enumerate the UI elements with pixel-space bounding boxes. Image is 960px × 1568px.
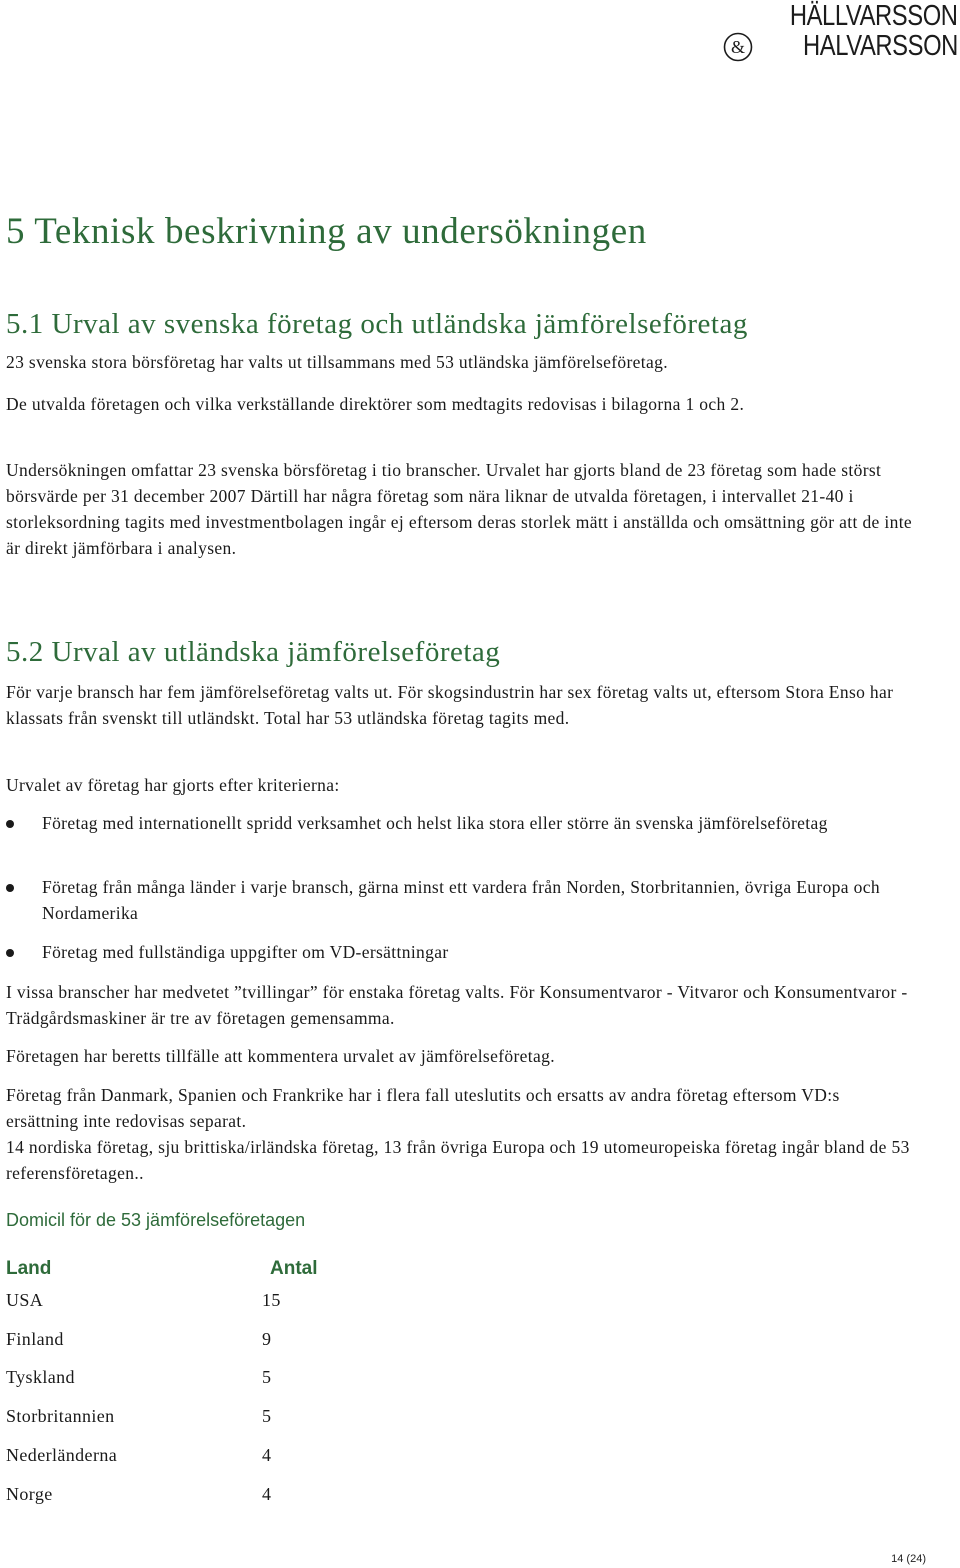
list-item-text: Företag med fullständiga uppgifter om VD-ersättningar [42,942,449,962]
bullet-icon [6,820,14,828]
table-cell-antal: 4 [262,1445,272,1465]
paragraph: För varje bransch har fem jämförelseföretag valts ut. För skogsindustrin har sex företag valts ut, eftersom Stora Enso har klassats från svenskt till utländskt. Total har 53 utländska företag tagits med. [6,682,894,728]
logo-line-2: HALVARSSON [803,30,958,62]
table-row [6,1290,406,1318]
table-header-antal: Antal [270,1258,318,1279]
page-number: 14 (24) [891,1553,926,1565]
table-cell-antal: 4 [262,1484,272,1504]
paragraph: Företagen har beretts tillfälle att kommentera urvalet av jämförelseföretag. [6,1046,555,1066]
table-header-land: Land [6,1258,52,1279]
section-5-1-heading: 5.1 Urval av svenska företag och utländska jämförelseföretag [6,308,748,340]
list-item-text: Företag från många länder i varje bransch, gärna minst ett vardera från Norden, Storbritannien, övriga Europa och Nordamerika [42,877,880,923]
table-cell-land: Tyskland [6,1367,75,1387]
paragraph: De utvalda företagen och vilka verkställande direktörer som medtagits redovisas i bilagorna 1 och 2. [6,394,745,414]
paragraph: Företag från Danmark, Spanien och Frankrike har i flera fall uteslutits och ersatts av andra företag eftersom VD:s ersättning inte redovisas separat. [6,1085,840,1131]
page-title: 5 Teknisk beskrivning av undersökningen [6,211,647,252]
table-row [6,1445,406,1473]
section-5-2-heading: 5.2 Urval av utländska jämförelseföretag [6,636,501,668]
bullet-icon [6,884,14,892]
table-cell-land: Finland [6,1329,64,1349]
paragraph: 14 nordiska företag, sju brittiska/irländska företag, 13 från övriga Europa och 19 utomeuropeiska företag ingår bland de 53 referensföretagen.. [6,1137,910,1183]
bullet-icon [6,949,14,957]
paragraph: I vissa branscher har medvetet ”tvillingar” för enstaka företag valts. För Konsumentvaror - Vitvaror och Konsumentvaror - Trädgårdsmaskiner är tre av företagen gemensamma. [6,982,908,1028]
paragraph: 23 svenska stora börsföretag har valts ut tillsammans med 53 utländska jämförelseföretag. [6,352,668,372]
table-cell-land: Storbritannien [6,1406,115,1426]
table-cell-antal: 5 [262,1406,272,1426]
ampersand-monogram-icon [723,32,753,62]
list-item-text: Företag med internationellt spridd verksamhet och helst lika stora eller större än svenska jämförelseföretag [42,813,828,833]
paragraph: Undersökningen omfattar 23 svenska börsföretag i tio branscher. Urvalet har gjorts bland de 23 företag som hade störst börsvärde per 31 december 2007 Därtill har några företag som nära liknar de utvalda företagen, i intervallet 21-40 i storleksordning tagits med investmentbolagen ingår ej eftersom deras storlek mätt i anställda och omsättning gör att de inte är direkt jämförbara i analysen. [6,460,913,558]
table-cell-land: Norge [6,1484,53,1504]
logo-line-1: HÄLLVARSSON [790,0,958,32]
svg-text:&: & [730,37,746,57]
table-row [6,1367,406,1395]
table-cell-land: USA [6,1290,44,1310]
company-logo [723,2,958,64]
table-cell-antal: 9 [262,1329,272,1349]
table-row [6,1329,406,1357]
table-caption: Domicil för de 53 jämförelseföretagen [6,1210,306,1230]
table-cell-antal: 15 [262,1290,281,1310]
paragraph: Urvalet av företag har gjorts efter kriterierna: [6,775,340,795]
table-row [6,1406,406,1434]
table-row [6,1484,406,1512]
table-cell-land: Nederländerna [6,1445,118,1465]
table-cell-antal: 5 [262,1367,272,1387]
